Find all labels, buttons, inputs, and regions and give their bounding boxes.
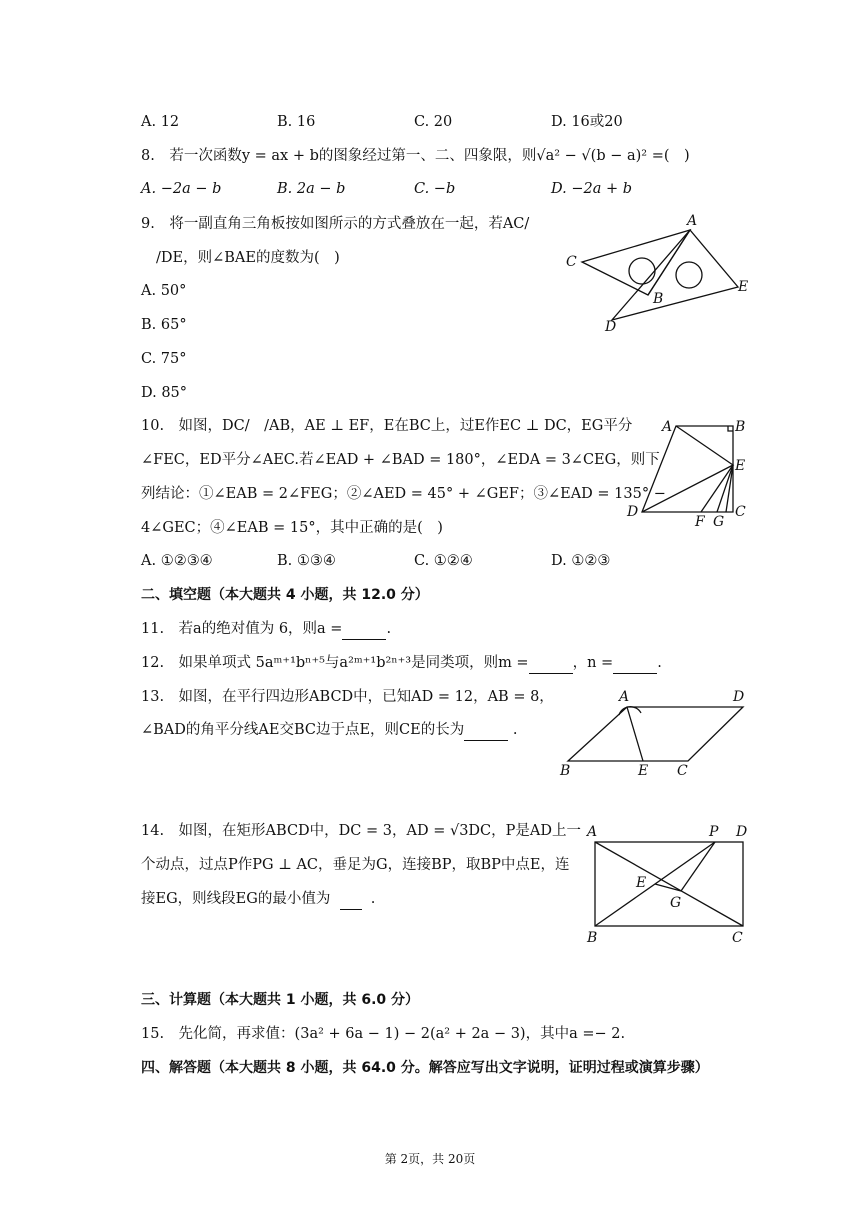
q13-label-e: E [638, 763, 649, 779]
q12-line [141, 653, 662, 674]
q8-stem: 8. 若一次函数y = ax + b的图象经过第一、二、四象限，则√a² − √(b − a)² =( ) [141, 148, 690, 164]
q14-end: . [370, 891, 376, 907]
q14-label-e: E [636, 875, 647, 891]
q9-label-b: B [653, 291, 664, 307]
q13-line1: 13. 如图，在平行四边形ABCD中，已知AD = 12，AB = 8， [141, 689, 554, 705]
q9-option-a: A. 50° [141, 283, 187, 299]
q12-end: . [657, 655, 662, 671]
q10-option-b: B. ①③④ [277, 553, 336, 569]
q9-label-d: D [605, 319, 617, 335]
q12-blank-n [613, 653, 657, 674]
q14-line2: 个动点，过点P作PG ⊥ AC，垂足为G，连接BP，取BP中点E，连 [141, 857, 570, 873]
q12-mid: ，n = [572, 655, 614, 671]
q9-option-d: D. 85° [141, 385, 188, 401]
q10-label-b: B [735, 419, 746, 435]
q14-line3 [141, 889, 375, 910]
q13-parallelogram [568, 707, 743, 761]
section4-heading: 四、解答题（本大题共 8 小题，共 64.0 分。解答应写出文字说明，证明过程或演算步骤） [141, 1060, 709, 1076]
q9-label-e: E [738, 279, 749, 295]
q10-line3: 列结论：①∠EAB = 2∠FEG；②∠AED = 45° + ∠GEF；③∠EAD = 135° − [141, 486, 666, 502]
q10-label-f: F [695, 514, 705, 530]
q14-line1: 14. 如图，在矩形ABCD中，DC = 3，AD = √3DC，P是AD上一 [141, 823, 581, 839]
q14-label-c: C [732, 930, 743, 946]
q10-label-d: D [627, 504, 639, 520]
q9-figure [560, 212, 760, 337]
q14-blank [340, 889, 362, 910]
q10-label-c: C [735, 504, 746, 520]
q7-option-a: A. 12 [141, 114, 180, 130]
q10-line2: ∠FEC，ED平分∠AEC.若∠EAD + ∠BAD = 180°，∠EDA = 3∠CEG，则下 [141, 452, 660, 468]
q11-blank [342, 619, 386, 640]
q14-label-b: B [587, 930, 598, 946]
q12-blank-m [529, 653, 573, 674]
q9-hole-left [629, 258, 655, 284]
q9-triangle-cab [582, 230, 690, 295]
q10-quad [642, 426, 733, 512]
q13-text: ∠BAD的角平分线AE交BC边于点E，则CE的长为 [141, 722, 465, 738]
q10-line1: 10. 如图，DC/ /AB，AE ⊥ EF，E在BC上，过E作EC ⊥ DC，EG平分 [141, 418, 633, 434]
q13-figure [555, 685, 755, 780]
q8-option-d: D. −2a + b [551, 181, 632, 197]
q9-hole-right [676, 262, 702, 288]
q10-label-a: A [662, 419, 673, 435]
q14-figure [580, 818, 760, 948]
q13-label-c: C [677, 763, 688, 779]
q15-line: 15. 先化简，再求值：(3a² + 6a − 1) − 2(a² + 2a − 3)，其中a =− 2. [141, 1026, 626, 1042]
q14-label-p: P [709, 824, 719, 840]
q9-label-a: A [687, 213, 698, 229]
q10-label-e: E [735, 458, 746, 474]
q13-label-a: A [619, 689, 630, 705]
q9-option-c: C. 75° [141, 351, 187, 367]
q7-option-c: C. 20 [414, 114, 453, 130]
q13-label-b: B [560, 763, 571, 779]
q10-option-a: A. ①②③④ [141, 553, 213, 569]
q13-end: . [512, 722, 518, 738]
q11-line [141, 619, 391, 640]
q13-line2 [141, 720, 517, 741]
q8-option-c: C. −b [414, 181, 456, 197]
page-footer: 第 2页，共 20页 [384, 1152, 476, 1166]
q7-option-b: B. 16 [277, 114, 316, 130]
q10-label-g: G [713, 514, 725, 530]
q10-figure [622, 414, 762, 534]
q7-option-d: D. 16或20 [551, 114, 623, 130]
q13-label-d: D [733, 689, 745, 705]
q9-label-c: C [566, 254, 577, 270]
q10-option-d: D. ①②③ [551, 553, 611, 569]
section2-heading: 二、填空题（本大题共 4 小题，共 12.0 分） [141, 587, 429, 603]
q11-end: . [386, 621, 392, 637]
q9-line1: 9. 将一副直角三角板按如图所示的方式叠放在一起，若AC/ [141, 216, 530, 232]
q8-option-a: A. −2a − b [141, 181, 222, 197]
q14-label-g: G [670, 895, 682, 911]
q10-option-c: C. ①②④ [414, 553, 473, 569]
q13-blank [464, 720, 508, 741]
q11-text: 11. 若a的绝对值为 6，则a = [141, 621, 343, 637]
q14-label-a: A [587, 824, 598, 840]
q8-option-b: B. 2a − b [277, 181, 346, 197]
q10-line4: 4∠GEC；④∠EAB = 15°，其中正确的是( ) [141, 520, 443, 536]
q12-text: 12. 如果单项式 5aᵐ⁺¹bⁿ⁺⁵与a²ᵐ⁺¹b²ⁿ⁺³是同类项，则m = [141, 655, 529, 671]
section3-heading: 三、计算题（本大题共 1 小题，共 6.0 分） [141, 992, 420, 1008]
q9-line2: /DE，则∠BAE的度数为( ) [156, 250, 340, 266]
q9-option-b: B. 65° [141, 317, 187, 333]
q14-text: 接EG，则线段EG的最小值为 [141, 891, 331, 907]
q9-triangle-ade [612, 230, 738, 320]
q14-label-d: D [736, 824, 748, 840]
